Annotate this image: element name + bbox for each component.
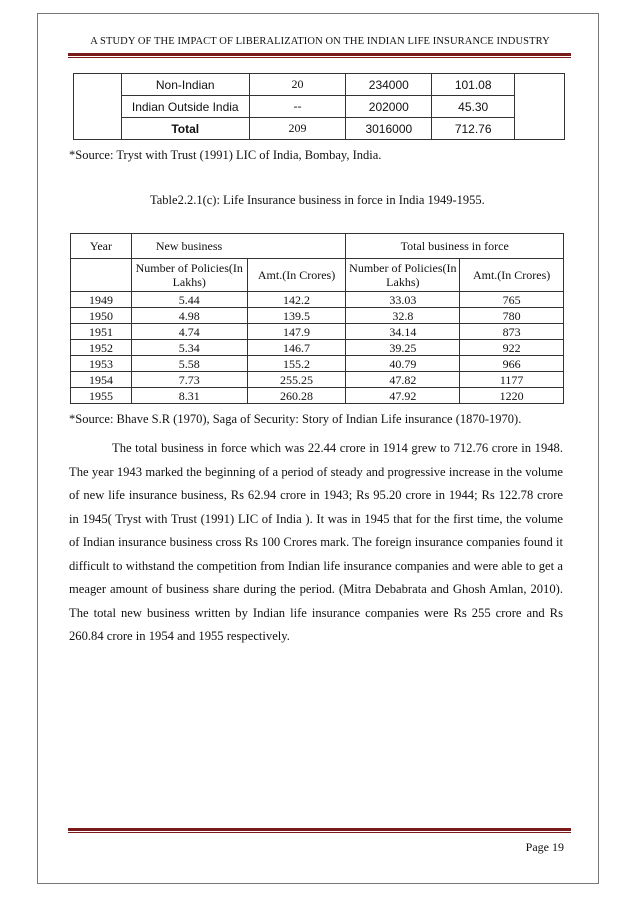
tb-amount-cell: 1177: [460, 372, 564, 388]
amount-cell: 45.30: [432, 96, 515, 118]
nb-amount-cell: 255.25: [247, 372, 346, 388]
paragraph-text: The total business in force which was 22.44 crore in 1914 grew to 712.76 crore in 1948. The year 1943 marked the beginning of a period of steady and progressive increase in the volume of new life insurance business, Rs 62.94 crore in 1943; Rs 95.20 crore in 1944; Rs 122.78 crore in 1945( Tryst with Trust (1991) LIC of India ). It was in 1945 that for the first time, the volume of Indian insurance business cross Rs 100 Crores mark. The foreign insurance companies found it difficult to withstand the competition from Indian life insurance companies and were able to get a meager amount of business share during the period. (Mitra Debabrata and Ghosh Amlan, 2010). The total new business written by Indian life insurance companies were Rs 255 crore and Rs 260.84 crore in 1954 and 1955 respectively.: [69, 441, 563, 643]
total-label: Total: [121, 118, 249, 140]
empty-cell: [515, 74, 565, 140]
nb-policies-cell: 5.44: [131, 292, 247, 308]
policies-cell: 234000: [346, 74, 432, 96]
empty-cell: [71, 259, 132, 292]
companies-cell: --: [249, 96, 346, 118]
tb-policies-cell: 32.8: [346, 308, 460, 324]
year-cell: 1953: [71, 356, 132, 372]
row-label: Non-Indian: [121, 74, 249, 96]
tb-policies-cell: 39.25: [346, 340, 460, 356]
year-cell: 1950: [71, 308, 132, 324]
policies-cell: 202000: [346, 96, 432, 118]
nb-amount-cell: 155.2: [247, 356, 346, 372]
amount-cell: 101.08: [432, 74, 515, 96]
tb-amount-cell: 1220: [460, 388, 564, 404]
nb-amount-cell: 147.9: [247, 324, 346, 340]
table-row: [74, 74, 565, 96]
tb-policies-cell: 40.79: [346, 356, 460, 372]
nb-policies-header: Number of Policies(In Lakhs): [131, 259, 247, 292]
tb-amount-header: Amt.(In Crores): [460, 259, 564, 292]
table-row: [71, 372, 564, 388]
tb-amount-cell: 780: [460, 308, 564, 324]
table-header-row: [71, 234, 564, 259]
amount-cell: 712.76: [432, 118, 515, 140]
total-business-header: Total business in force: [346, 234, 564, 259]
nb-policies-cell: 5.34: [131, 340, 247, 356]
nb-policies-cell: 4.74: [131, 324, 247, 340]
table-row: [71, 324, 564, 340]
page-number: Page 19: [525, 840, 564, 854]
tb-amount-cell: 873: [460, 324, 564, 340]
row-label: Indian Outside India: [121, 96, 249, 118]
year-cell: 1955: [71, 388, 132, 404]
table-row: [71, 292, 564, 308]
table-row: [71, 356, 564, 372]
nb-amount-cell: 142.2: [247, 292, 346, 308]
companies-cell: 20: [249, 74, 346, 96]
empty-cell: [74, 74, 122, 140]
table-row: [74, 118, 565, 140]
body-paragraph: [69, 437, 563, 649]
nb-policies-cell: 8.31: [131, 388, 247, 404]
policies-cell: 3016000: [346, 118, 432, 140]
nb-policies-cell: 7.73: [131, 372, 247, 388]
tb-policies-header: Number of Policies(In Lakhs): [346, 259, 460, 292]
tb-policies-cell: 47.92: [346, 388, 460, 404]
tb-policies-cell: 33.03: [346, 292, 460, 308]
page-header: A STUDY OF THE IMPACT OF LIBERALIZATION ON THE INDIAN LIFE INSURANCE INDUSTRY: [90, 36, 550, 47]
table-row: [71, 388, 564, 404]
nb-amount-cell: 260.28: [247, 388, 346, 404]
source-note: *Source: Bhave S.R (1970), Saga of Security: Story of Indian Life insurance (1870-1970).: [69, 412, 522, 426]
footer-rule: [68, 828, 571, 831]
tb-amount-cell: 922: [460, 340, 564, 356]
tb-amount-cell: 765: [460, 292, 564, 308]
year-cell: 1949: [71, 292, 132, 308]
nb-amount-header: Amt.(In Crores): [247, 259, 346, 292]
nb-amount-cell: 146.7: [247, 340, 346, 356]
companies-table: [73, 73, 565, 140]
tb-policies-cell: 47.82: [346, 372, 460, 388]
nb-policies-cell: 4.98: [131, 308, 247, 324]
table-caption: Table2.2.1(c): Life Insurance business in force in India 1949-1955.: [150, 193, 485, 207]
table-subheader-row: [71, 259, 564, 292]
table-row: [74, 96, 565, 118]
year-cell: 1952: [71, 340, 132, 356]
source-note: *Source: Tryst with Trust (1991) LIC of India, Bombay, India.: [69, 148, 382, 162]
footer-rule-thin: [68, 832, 571, 833]
nb-policies-cell: 5.58: [131, 356, 247, 372]
new-business-header: New business: [131, 234, 346, 259]
tb-policies-cell: 34.14: [346, 324, 460, 340]
table-row: [71, 340, 564, 356]
tb-amount-cell: 966: [460, 356, 564, 372]
year-cell: 1954: [71, 372, 132, 388]
year-cell: 1951: [71, 324, 132, 340]
year-header: Year: [71, 234, 132, 259]
companies-cell: 209: [249, 118, 346, 140]
header-rule: [68, 53, 571, 56]
table-row: [71, 308, 564, 324]
header-rule-thin: [68, 57, 571, 58]
nb-amount-cell: 139.5: [247, 308, 346, 324]
business-in-force-table: [70, 233, 564, 404]
